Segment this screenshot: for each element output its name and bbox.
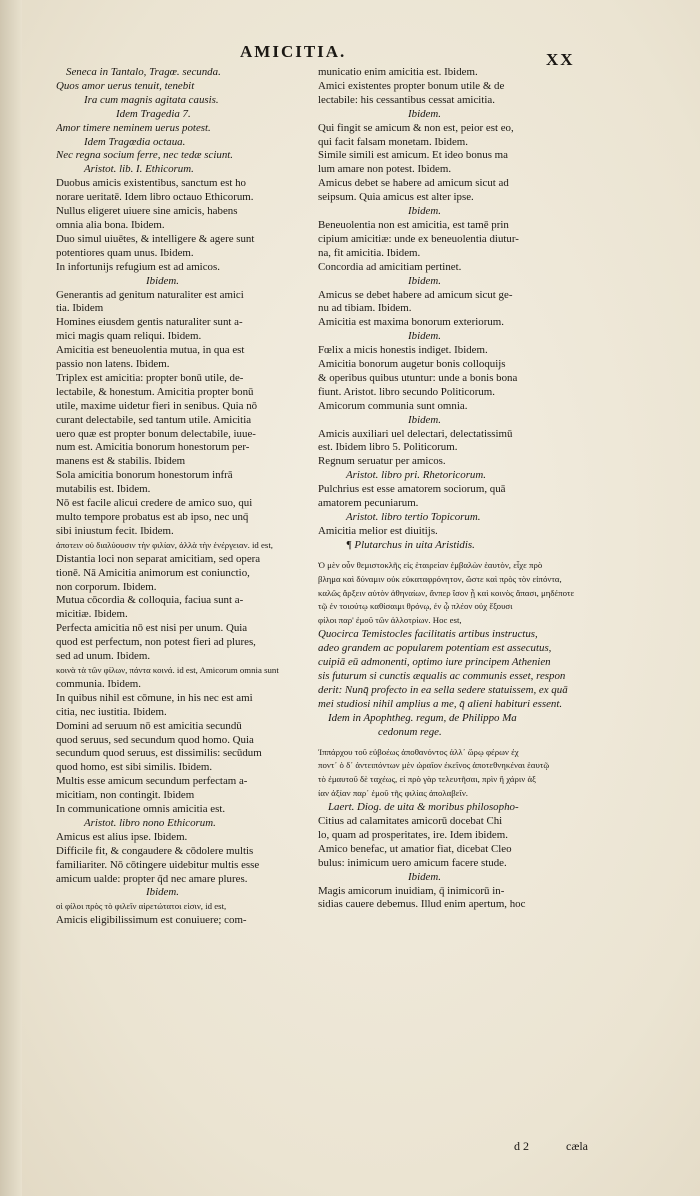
text-line: Simile simili est amicum. Et ideo bonus ma: [318, 149, 508, 162]
text-line: Quocirca Temistocles facilitatis artibus instructus,: [318, 628, 538, 641]
text-line: Idem in Apophtheg. regum, de Philippo Ma: [328, 711, 517, 724]
text-line: Amicitia est beneuolentia mutua, in qua est: [56, 344, 245, 357]
text-line: micitiæ. Ibidem.: [56, 608, 128, 621]
text-line: seipsum. Quia amicus est alter ipse.: [318, 191, 474, 204]
text-line: In quibus nihil est cōmune, in his nec est ami: [56, 691, 253, 704]
signature-mark: d 2: [514, 1139, 529, 1153]
text-line: Amico benefac, ut amatior fiat, dicebat Cleo: [318, 842, 512, 855]
text-line: Ibidem.: [408, 870, 441, 883]
right-column: [318, 66, 582, 912]
text-line: Amicitia est maxima bonorum exteriorum.: [318, 316, 505, 329]
text-line: Citius ad calamitates amicorū docebat Chi: [318, 815, 503, 828]
text-line: Seneca in Tantalo, Tragœ. secunda.: [66, 66, 221, 78]
text-line: lectabile, & honestum. Amicitia propter bonū: [56, 385, 254, 398]
text-line: sibi iniustum fecit. Ibidem.: [56, 524, 174, 537]
catchword: cæla: [566, 1139, 588, 1153]
text-line: Fœlix a micis honestis indiget. Ibidem.: [318, 344, 488, 357]
text-line: Sola amicitia bonorum honestorum infrā: [56, 469, 233, 482]
text-line: sed ad unum. Ibidem.: [56, 650, 151, 663]
text-line: Nec regna socium ferre, nec tedæ sciunt.: [56, 149, 234, 162]
text-line: nu ad tibiam. Ibidem.: [318, 302, 412, 315]
text-line: Idem Tragœdia octaua.: [84, 135, 186, 148]
text-line: Ibidem.: [408, 205, 441, 218]
text-line: Concordia ad amicitiam pertinet.: [318, 260, 462, 273]
text-line: uero quæ est propter bonum delectabile, iuue-: [56, 427, 256, 440]
greek-text-line: ίαν ἀξίαν παρ᾽ ἐμοῦ τῆς φιλίας ἀπολαβεῖν.: [318, 788, 468, 799]
text-line: Ibidem.: [408, 274, 441, 287]
text-line: Regnum seruatur per amicos.: [318, 455, 446, 468]
text-line: Domini ad seruum nō est amicitia secundū: [56, 719, 242, 732]
text-line: & operibus quibus utuntur: unde a bonis bona: [318, 371, 518, 384]
text-line: sis futurum si cunctis æqualis ac communis esset, respon: [318, 669, 566, 682]
greek-text-line: φίλοι παρ' ἐμοῦ τῶν ἀλλοτρίων. Hoc est,: [318, 615, 462, 626]
text-line: In infortunijs refugium est ad amicos.: [56, 260, 220, 273]
text-line: bulus: inimicum uero amicum facere stude.: [318, 856, 507, 869]
text-line: passio non latens. Ibidem.: [56, 358, 170, 371]
text-line: Duobus amicis existentibus, sanctum est ho: [56, 177, 246, 190]
left-column: [56, 66, 306, 928]
text-line: num est. Amicitia bonorum honestorum per-: [56, 441, 250, 454]
text-line: Ibidem.: [408, 330, 441, 343]
text-line: adeo grandem ac popularem potentiam est assecutus,: [318, 642, 552, 655]
text-line: lum amare non potest. Ibidem.: [318, 163, 452, 176]
text-line: Ibidem.: [408, 413, 441, 426]
text-line: mici magis quam reliqui. Ibidem.: [56, 330, 202, 343]
text-line: citia, nec iustitia. Ibidem.: [56, 705, 167, 718]
text-line: omnia alia bona. Ibidem.: [56, 218, 165, 231]
text-line: Pulchrius est esse amatorem sociorum, quā: [318, 483, 506, 496]
text-line: potentiores quam unus. Ibidem.: [56, 246, 194, 259]
greek-text-line: βλημα καὶ δύναμιν οὐκ εὐκαταφρόνητον, ὥστε καὶ πρὸς τὸν εἰπόντα,: [318, 573, 562, 584]
text-line: multo tempore probatus est ab ipso, nec unq̄: [56, 511, 249, 523]
text-line: Aristot. libro nono Ethicorum.: [84, 816, 216, 829]
text-line: Amicus se debet habere ad amicum sicut ge-: [318, 288, 513, 301]
greek-text-line: ποντ᾽ ὁ δ᾽ ἀντειπόντων μὲν ὡραῖον ἐκεῖνος ἀποτεθνηκέναι ἑαυτῷ: [318, 760, 550, 771]
text-line: norare ueritatē. Idem libro octauo Ethicorum.: [56, 191, 254, 204]
text-line: Aristot. lib. I. Ethicorum.: [84, 163, 194, 176]
text-line: quod est perfectum, non potest fieri ad plures,: [56, 636, 256, 649]
folio-number: XX: [546, 50, 575, 69]
text-line: ¶ Plutarchus in uita Aristidis.: [346, 538, 475, 551]
text-line: mutabilis est. Ibidem.: [56, 483, 151, 496]
text-line: Aristot. libro tertio Topicorum.: [346, 511, 481, 523]
text-line: Multis esse amicum secundum perfectam a-: [56, 775, 248, 788]
text-line: Difficile fit, & congaudere & cōdolere multis: [56, 844, 254, 857]
text-line: Idem Tragedia 7.: [116, 107, 191, 120]
greek-text-line: ἀποτειν οὐ διαλύουσιν τὴν φιλίαν, ἀλλὰ τὴν ἐνέργειαν. id est,: [56, 539, 273, 550]
text-line: Nō est facile alicui credere de amico suo, qui: [56, 497, 253, 510]
text-line: Triplex est amicitia: propter bonū utile, de-: [56, 371, 244, 384]
text-line: Amor timere neminem uerus potest.: [56, 121, 211, 134]
greek-text-line: κοινὰ τὰ τῶν φίλων, πάντα κοινά. id est, Amicorum omnia sunt: [56, 664, 279, 675]
greek-text-line: καλῶς ἄρξειν αὐτὸν ἀθηναίων, ἄνπερ ἴσον ᾖ καὶ κοινὸς ἅπασι, μηδέποτε: [318, 587, 575, 598]
text-line: Amicus debet se habere ad amicum sicut ad: [318, 177, 509, 190]
text-line: amicum ualde: propter q̄d nec amare plures.: [56, 872, 248, 885]
text-line: Mutua cōcordia & colloquia, faciua sunt a-: [56, 594, 244, 607]
running-head: AMICITIA.: [240, 42, 347, 61]
text-line: Ibidem.: [146, 274, 179, 287]
text-line: sidias cauere debemus. Illud enim apertum, hoc: [318, 898, 526, 911]
text-line: lectabile: his cessantibus cessat amicitia.: [318, 93, 495, 106]
text-line: municatio enim amicitia est. Ibidem.: [318, 66, 478, 78]
binding-gutter: [0, 0, 22, 1196]
text-line: Ibidem.: [146, 886, 179, 899]
text-line: Beneuolentia non est amicitia, est tamē prin: [318, 218, 509, 231]
text-line: quod seruus, sed secundum quod homo. Quia: [56, 733, 254, 746]
text-line: secundum quod seruus, est dissimilis: secūdum: [56, 747, 262, 760]
text-line: Nullus eligeret uiuere sine amicis, habens: [56, 205, 238, 218]
text-line: communia. Ibidem.: [56, 677, 141, 690]
text-line: Amici existentes propter bonum utile & de: [318, 79, 505, 92]
text-line: cipium amicitiæ: unde ex beneuolentia diutur-: [318, 232, 519, 245]
text-line: Homines eiusdem gentis naturaliter sunt a-: [56, 316, 243, 329]
greek-text-line: οἱ φίλοι πρὸς τὸ φιλεῖν αἱρετώτατοι εἰσιν, id est,: [56, 901, 227, 912]
text-line: In communicatione omnis amicitia est.: [56, 803, 226, 816]
text-line: tionē. Nā Amicitia animorum est coniunctio,: [56, 566, 250, 579]
text-line: qui facit falsam monetam. Ibidem.: [318, 135, 469, 148]
text-line: est. Ibidem libro 5. Politicorum.: [318, 441, 458, 454]
text-line: Aristot. libro pri. Rhetoricorum.: [346, 469, 486, 482]
text-line: Duo simul uiuētes, & intelligere & agere sunt: [56, 232, 255, 245]
text-line: mei studiosi nihil amplius a me, q̄ alieni habituri essent.: [318, 697, 563, 710]
text-line: Amicis auxiliari uel delectari, delectatissimū: [318, 427, 513, 440]
text-line: non corporum. Ibidem.: [56, 580, 157, 593]
text-line: Laert. Diog. de uita & moribus philosopho-: [328, 801, 519, 814]
text-line: quod homo, est sibi similis. Ibidem.: [56, 761, 213, 774]
text-line: Amicitia melior est diuitijs.: [318, 524, 438, 537]
text-line: fiunt. Aristot. libro secundo Politicorum.: [318, 385, 495, 398]
text-line: na, fit amicitia. Ibidem.: [318, 246, 421, 259]
greek-text-line: Ἱππάρχου τοῦ εὐβοέως ἀποθανόντος ἀλλ᾽ ὥρῳ φέρων ἐχ: [318, 746, 519, 757]
text-line: Generantis ad genitum naturaliter est amici: [56, 288, 244, 301]
text-line: amatorem pecuniarum.: [318, 497, 419, 510]
text-line: Quos amor uerus tenuit, tenebit: [56, 79, 195, 92]
text-line: Ira cum magnis agitata causis.: [84, 93, 219, 106]
text-line: utile, maxime uidetur fieri in senibus. Quia nō: [56, 399, 258, 412]
text-line: Amicorum communia sunt omnia.: [318, 399, 468, 412]
text-line: cuipiā eū admonenti, optimo iure principem Athenien: [318, 656, 551, 669]
greek-text-line: Ὁ μὲν οὖν θεμιστοκλῆς εἰς ἑταιρείαν ἐμβαλὼν ἑαυτὸν, εἶχε πρὸ: [318, 559, 543, 570]
text-line: manens est & stabilis. Ibidem: [56, 455, 186, 468]
text-line: tia. Ibidem: [56, 302, 104, 315]
text-line: Amicitia bonorum augetur bonis colloquijs: [318, 358, 506, 371]
text-line: Ibidem.: [408, 107, 441, 120]
text-line: Amicis eligibilissimum est conuiuere; com-: [56, 914, 247, 927]
text-line: Amicus est alius ipse. Ibidem.: [56, 830, 188, 843]
text-line: micitiam, non contingit. Ibidem: [56, 789, 195, 802]
text-line: lo, quam ad prosperitates, ire. Idem ibidem.: [318, 828, 508, 841]
text-line: derit: Nunq̄ profecto in ea sella sedere statuissem, ex quā: [318, 683, 568, 696]
text-line: cedonum rege.: [378, 725, 442, 738]
text-line: Qui fingit se amicum & non est, peior est eo,: [318, 121, 514, 134]
text-line: Magis amicorum inuidiam, q̄ inimicorū in-: [318, 884, 505, 897]
text-line: familiariter. Nō cōtingere uidebitur multis esse: [56, 858, 260, 871]
text-line: curant delectabile, sed tantum utile. Amicitia: [56, 413, 252, 426]
text-line: Perfecta amicitia nō est nisi per unum. Quia: [56, 622, 248, 635]
text-line: Distantia loci non separat amicitiam, sed opera: [56, 552, 261, 565]
greek-text-line: τῷ ἐν τοιούτῳ καθίσαιμι θρόνῳ, ἐν ᾧ πλέον οὐχ ἕξουσι: [318, 601, 513, 612]
greek-text-line: τὸ ἐμαυτοῦ δὲ ταχέως, εἰ πρὸ γὰρ τελευτῆσαι, πρὶν ἢ χάριν ἀξ: [318, 774, 536, 785]
